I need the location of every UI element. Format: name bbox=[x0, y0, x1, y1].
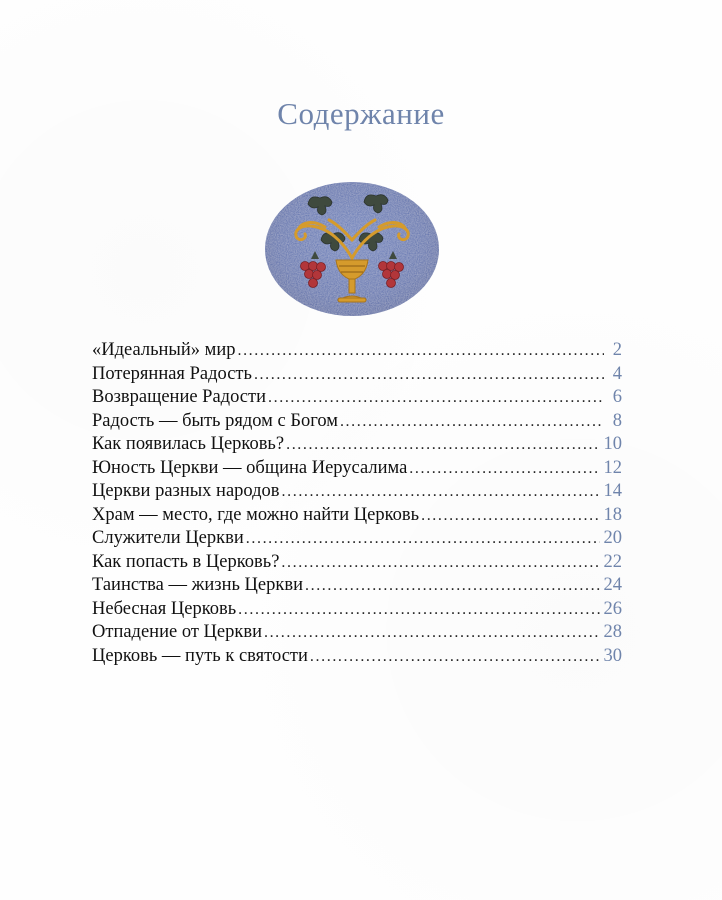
toc-entry-title: Служители Церкви bbox=[92, 528, 244, 548]
table-of-contents bbox=[92, 340, 622, 669]
toc-leader-dots bbox=[305, 577, 600, 595]
toc-entry-page-number: 6 bbox=[612, 387, 622, 407]
toc-entry-page-number: 26 bbox=[603, 598, 622, 619]
toc-entry-page-number: 20 bbox=[603, 528, 622, 548]
toc-entry-page-number: 14 bbox=[603, 481, 622, 501]
toc-entry-title: Возвращение Радости bbox=[92, 387, 267, 407]
toc-entry-title: Юность Церкви — община Иерусалима bbox=[92, 457, 408, 478]
toc-entry[interactable] bbox=[92, 528, 622, 552]
toc-leader-dots bbox=[246, 530, 600, 548]
toc-entry-title: «Идеальный» мир bbox=[92, 340, 236, 360]
toc-entry-page-number: 2 bbox=[612, 340, 622, 360]
toc-leader-dots bbox=[310, 648, 600, 666]
toc-entry-title: Как появилась Церковь? bbox=[92, 434, 285, 454]
toc-entry-title: Как попасть в Церковь? bbox=[92, 551, 280, 572]
toc-leader-dots bbox=[254, 366, 604, 384]
toc-entry-page-number: 8 bbox=[612, 410, 622, 431]
toc-entry[interactable] bbox=[92, 622, 622, 646]
toc-entry[interactable] bbox=[92, 552, 622, 576]
toc-entry[interactable] bbox=[92, 481, 622, 505]
toc-entry[interactable] bbox=[92, 364, 622, 388]
toc-entry[interactable] bbox=[92, 434, 622, 458]
toc-entry-page-number: 12 bbox=[603, 457, 622, 478]
toc-entry-page-number: 24 bbox=[603, 575, 622, 595]
toc-entry-page-number: 10 bbox=[603, 434, 622, 454]
toc-leader-dots bbox=[340, 413, 604, 431]
toc-leader-dots bbox=[237, 342, 604, 360]
toc-entry-title: Радость — быть рядом с Богом bbox=[92, 410, 338, 431]
toc-entry-page-number: 30 bbox=[603, 645, 622, 666]
toc-leader-dots bbox=[286, 436, 599, 454]
toc-entry-title: Отпадение от Церкви bbox=[92, 622, 262, 642]
page-title: Содержание bbox=[277, 96, 445, 131]
toc-leader-dots bbox=[282, 483, 600, 501]
toc-entry[interactable] bbox=[92, 646, 622, 670]
toc-entry-title: Небесная Церковь bbox=[92, 598, 237, 619]
toc-entry[interactable] bbox=[92, 505, 622, 529]
toc-entry[interactable] bbox=[92, 387, 622, 411]
chalice-vine-ornament-icon bbox=[263, 180, 441, 318]
toc-entry[interactable] bbox=[92, 411, 622, 435]
toc-entry-page-number: 4 bbox=[612, 363, 622, 384]
toc-entry-title: Храм — место, где можно найти Церковь bbox=[92, 504, 420, 525]
toc-entry[interactable] bbox=[92, 458, 622, 482]
toc-leader-dots bbox=[268, 389, 604, 407]
toc-entry[interactable] bbox=[92, 340, 622, 364]
toc-entry-title: Потерянная Радость bbox=[92, 363, 252, 384]
toc-leader-dots bbox=[409, 460, 599, 478]
toc-entry-page-number: 18 bbox=[603, 504, 622, 525]
toc-entry[interactable] bbox=[92, 575, 622, 599]
toc-entry-page-number: 28 bbox=[603, 622, 622, 642]
toc-entry-title: Таинства — жизнь Церкви bbox=[92, 575, 303, 595]
toc-entry-page-number: 22 bbox=[603, 551, 622, 572]
toc-leader-dots bbox=[264, 624, 600, 642]
toc-leader-dots bbox=[281, 554, 599, 572]
toc-leader-dots bbox=[421, 507, 599, 525]
toc-leader-dots bbox=[238, 601, 599, 619]
toc-entry-title: Церковь — путь к святости bbox=[92, 645, 308, 666]
toc-entry[interactable] bbox=[92, 599, 622, 623]
toc-entry-title: Церкви разных народов bbox=[92, 481, 280, 501]
